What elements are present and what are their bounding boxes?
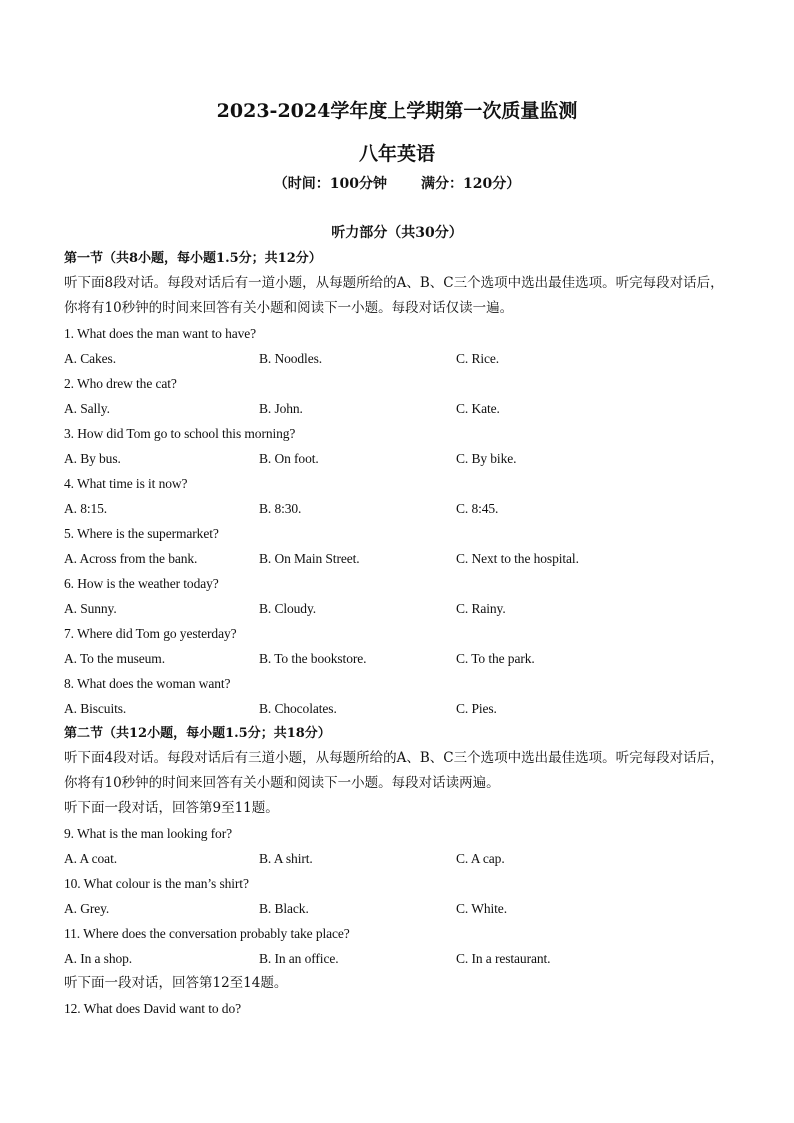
section1-instruction: 你将有10秒钟的时间来回答有关小题和阅读下一小题。每段对话仅读一遍。 — [64, 300, 514, 316]
option-b: B. Black. — [259, 901, 309, 916]
option-a: A. Across from the bank. — [64, 551, 198, 566]
option-c: C. A cap. — [456, 851, 505, 866]
option-a: A. Cakes. — [64, 351, 116, 366]
option-b: B. In an office. — [259, 951, 339, 966]
exam-content — [64, 246, 734, 1021]
question: 1. What does the man want to have? — [64, 326, 257, 341]
option-b: B. A shirt. — [259, 851, 313, 866]
section2-instruction: 听下面4段对话。每段对话后有三道小题，从每题所给的A、B、C三个选项中选出最佳选项。听完每段对话后， — [64, 750, 724, 766]
options-row — [64, 446, 734, 471]
option-c: C. Rice. — [456, 351, 500, 366]
exam-info — [0, 173, 794, 193]
option-b: B. 8:30. — [259, 501, 302, 516]
option-c: C. 8:45. — [456, 501, 499, 516]
time-info: （时间：100分钟 — [273, 176, 387, 192]
option-a: A. A coat. — [64, 851, 117, 866]
option-c: C. Pies. — [456, 701, 497, 716]
options-row — [64, 546, 734, 571]
question: 8. What does the woman want? — [64, 676, 231, 691]
dialogue-group-heading: 听下面一段对话，回答第9至11题。 — [64, 800, 279, 816]
section2-instruction: 你将有10秒钟的时间来回答有关小题和阅读下一小题。每段对话读两遍。 — [64, 775, 500, 791]
options-row — [64, 346, 734, 371]
option-a: A. To the museum. — [64, 651, 165, 666]
question: 11. Where does the conversation probably take place? — [64, 926, 350, 941]
option-c: C. Next to the hospital. — [456, 551, 579, 566]
option-b: B. On foot. — [259, 451, 319, 466]
section1-instruction: 听下面8段对话。每段对话后有一道小题，从每题所给的A、B、C三个选项中选出最佳选项。听完每段对话后， — [64, 275, 724, 291]
options-row — [64, 896, 734, 921]
option-a: A. 8:15. — [64, 501, 108, 516]
option-b: B. John. — [259, 401, 303, 416]
options-row — [64, 946, 734, 971]
option-c: C. By bike. — [456, 451, 517, 466]
option-b: B. Noodles. — [259, 351, 323, 366]
option-c: C. White. — [456, 901, 507, 916]
listening-heading: 听力部分（共30分） — [331, 225, 463, 241]
option-a: A. By bus. — [64, 451, 121, 466]
option-c: C. To the park. — [456, 651, 535, 666]
question: 7. Where did Tom go yesterday? — [64, 626, 237, 641]
options-row — [64, 496, 734, 521]
option-a: A. Grey. — [64, 901, 110, 916]
question: 5. Where is the supermarket? — [64, 526, 219, 541]
question: 10. What colour is the man’s shirt? — [64, 876, 249, 891]
exam-subject: 八年英语 — [358, 143, 435, 165]
option-b: B. On Main Street. — [259, 551, 360, 566]
question: 2. Who drew the cat? — [64, 376, 177, 391]
options-row — [64, 846, 734, 871]
question: 3. How did Tom go to school this morning? — [64, 426, 296, 441]
dialogue-group-heading: 听下面一段对话，回答第12至14题。 — [64, 975, 288, 991]
option-c: C. Kate. — [456, 401, 500, 416]
option-b: B. Cloudy. — [259, 601, 317, 616]
option-a: A. Sally. — [64, 401, 110, 416]
options-row — [64, 396, 734, 421]
option-a: A. Sunny. — [64, 601, 117, 616]
question: 12. What does David want to do? — [64, 1001, 241, 1016]
option-b: B. Chocolates. — [259, 701, 337, 716]
section1-heading: 第一节（共8小题，每小题1.5分；共12分） — [64, 251, 322, 266]
question: 4. What time is it now? — [64, 476, 188, 491]
option-a: A. In a shop. — [64, 951, 133, 966]
section2-heading: 第二节（共12小题，每小题1.5分；共18分） — [64, 726, 331, 741]
option-a: A. Biscuits. — [64, 701, 127, 716]
question: 9. What is the man looking for? — [64, 826, 232, 841]
question: 6. How is the weather today? — [64, 576, 219, 591]
options-row — [64, 646, 734, 671]
option-c: C. In a restaurant. — [456, 951, 551, 966]
options-row — [64, 696, 734, 721]
option-c: C. Rainy. — [456, 601, 506, 616]
options-row — [64, 596, 734, 621]
score-info: 满分：120分） — [421, 176, 521, 192]
option-b: B. To the bookstore. — [259, 651, 367, 666]
exam-title: 2023-2024学年度上学期第一次质量监测 — [216, 100, 578, 122]
